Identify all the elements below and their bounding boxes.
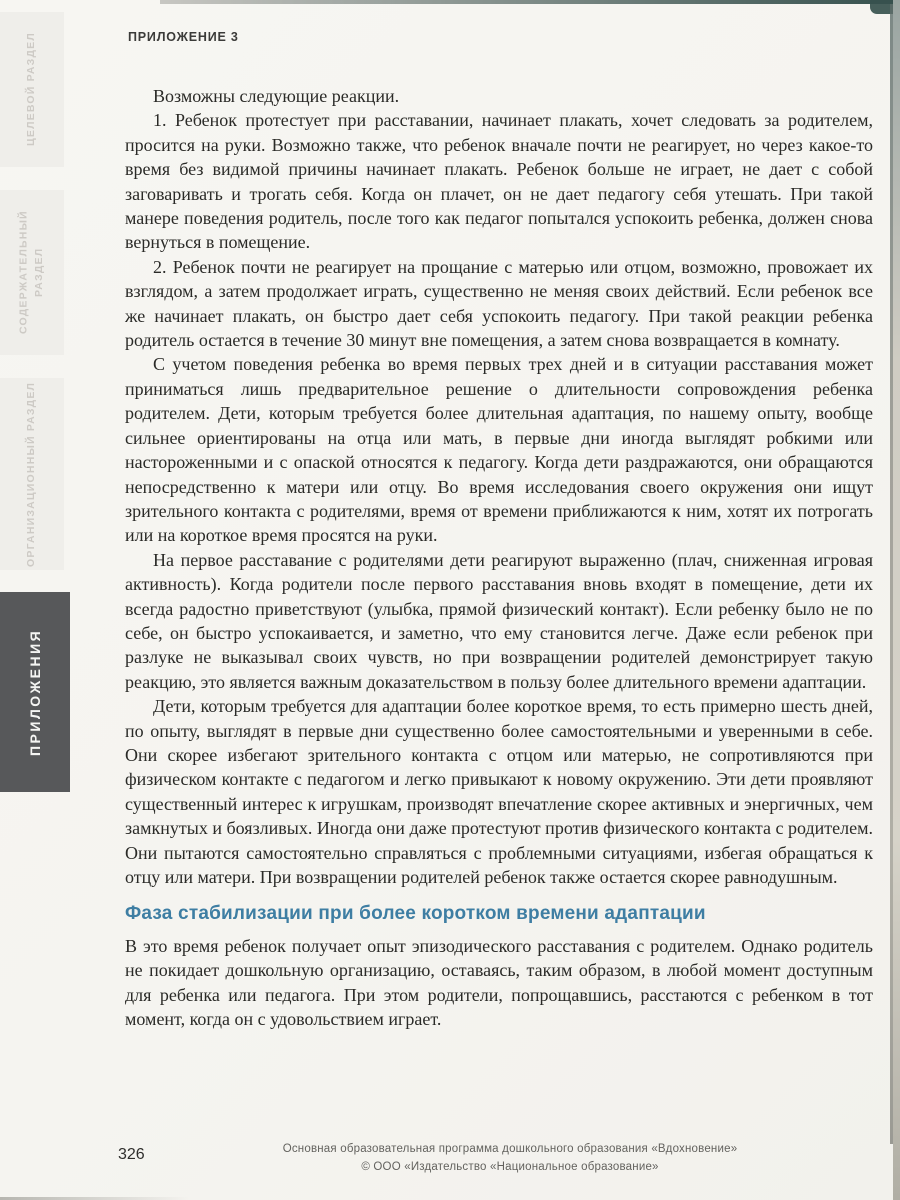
scan-edge-right-line — [890, 4, 893, 1144]
footer-publisher-line2: © ООО «Издательство «Национальное образование» — [361, 1161, 659, 1173]
paragraph-reaction-2: 2. Ребенок почти не реагирует на прощание с матерью или отцом, возможно, провожает их взглядом, а затем продолжает играть, существенно не меняя своих действий. Если ребенок все же начинает плакать, он быстро дает себя успокоить педагогу. При такой реакции ребенка родитель остается в течение 30 минут вне помещения, а затем снова возвращается в комнату. — [125, 256, 873, 351]
paragraph-reaction-1: 1. Ребенок протестует при расставании, начинает плакать, хочет следовать за родителем, просится на руки. Возможно также, что ребенок вначале почти не реагирует, но через какое-то время без видимой причины начинает плакать. Ребенок больше не играет, не дает с собой заговаривать и трогать себя. Когда он плачет, он не дает педагогу себя утешать. При такой манере поведения родитель, после того как педагог попытался успокоить ребенка, должен снова вернуться в помещение. — [125, 110, 873, 253]
running-header: ПРИЛОЖЕНИЕ 3 — [128, 30, 239, 44]
page-number: 326 — [118, 1146, 145, 1163]
section-heading: Фаза стабилизации при более коротком времени адаптации — [125, 903, 706, 925]
paragraph-observation: С учетом поведения ребенка во время первых трех дней и в ситуации расставания может приниматься лишь предварительное решение о длительности сопровождения ребенка родителем. Дети, которым требуется более длительная адаптация, по нашему опыту, вообще сильнее ориентированы на отца или мать, в первые дни иногда выглядят робкими или настороженными и с опаской относятся к педагогу. Когда дети раздражаются, они обращаются непосредственно к матери или отцу. Во время исследования своего окружения они ищут зрительного контакта с родителями, время от времени приближаются к ним, хотят их потрогать или на короткое время просятся на руки. — [125, 354, 873, 546]
paragraph-short-adaptation: Дети, которым требуется для адаптации более короткое время, то есть примерно шесть дней, по опыту, выглядят в первые дни существенно более самостоятельными и уверенными в себе. Они скорее избегают зрительного контакта с отцом или матерью, не сопротивляются при физическом контакте с педагогом и легко привыкают к новому окружению. Эти дети проявляют существенный интерес к игрушкам, производят впечатление скорее активных и энергичных, чем замкнутых и боязливых. Иногда они даже протестуют против физического контакта с родителем. Они пытаются самостоятельно справляться с проблемными ситуациями, избегая обращаться к отцу или матери. При возвращении родителей ребенок также остается скорее равнодушным. — [125, 696, 873, 887]
sidebar-tab-organizational-section: ОРГАНИЗАЦИОННЫЙ РАЗДЕЛ — [0, 378, 64, 570]
footer-publisher-line1: Основная образовательная программа дошкольного образования «Вдохновение» — [282, 1143, 738, 1155]
paragraph-first-separation: На первое расставание с родителями дети реагируют выраженно (плач, сниженная игровая активность). Когда родители после первого расставания вновь входят в помещение, дети их всегда радостно приветствуют (улыбка, прямой физический контакт). Если ребенку было не по себе, он быстро успокаивается, и заметно, что ему становится легче. Даже если ребенок при разлуке не выказывал своих чувств, но при возвращении родителей демонстрирует такую реакцию, это является важным доказательством в пользу более длительного времени адаптации. — [125, 549, 873, 692]
page-content — [125, 84, 873, 1031]
paragraph-stabilization-phase: В это время ребенок получает опыт эпизодического расставания с родителем. Однако родитель не покидает дошкольную организацию, оставаясь, таким образом, в любой момент доступным для ребенка или педагога. При этом родители, попрощавшись, расстаются с ребенком в тот момент, когда он с удовольствием играет. — [125, 935, 873, 1030]
scan-edge-right-outer — [893, 0, 900, 1200]
paragraph-intro: Возможны следующие реакции. — [153, 86, 400, 106]
scan-edge-top — [160, 0, 900, 4]
sidebar-tab-appendices: ПРИЛОЖЕНИЯ — [0, 592, 70, 792]
sidebar-tab-target-section: ЦЕЛЕВОЙ РАЗДЕЛ — [0, 12, 64, 167]
sidebar-tab-content-section: СОДЕРЖАТЕЛЬНЫЙ РАЗДЕЛ — [0, 190, 64, 355]
